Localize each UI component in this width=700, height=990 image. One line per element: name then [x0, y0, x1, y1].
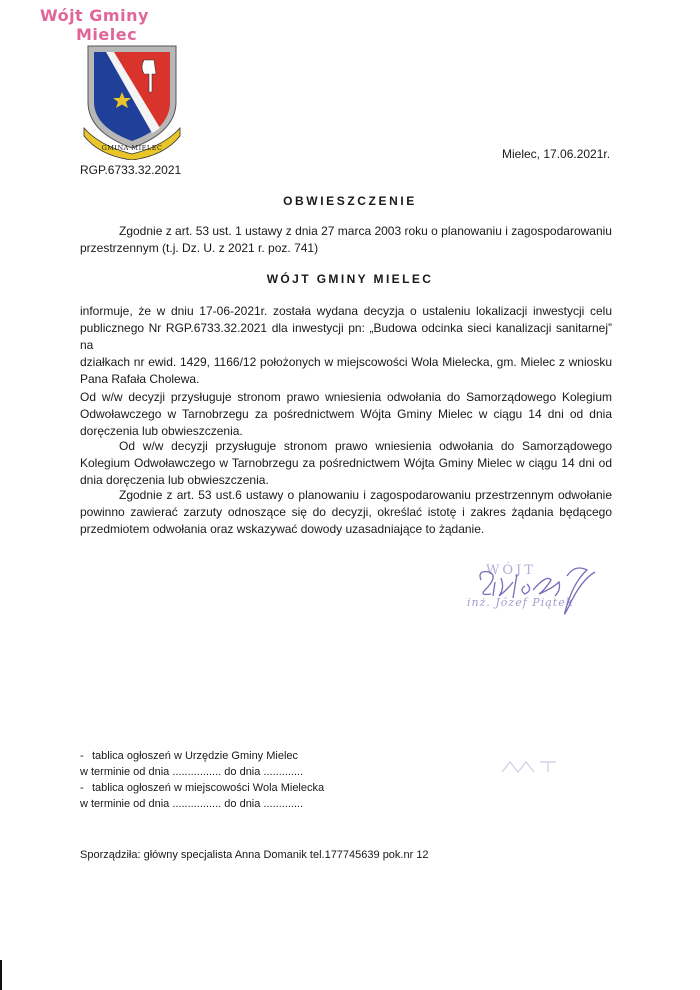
place-date: Mielec, 17.06.2021r. [502, 147, 611, 161]
appeal-paragraph-2 [80, 438, 612, 489]
decision-paragraph [80, 303, 612, 388]
appeal-line: przedmiotem odwołania oraz wskazywać dowody uzasadniające to żądanie. [80, 522, 485, 536]
appeal-line: Od w/w decyzji przysługuje stronom prawo wniesienia odwołania do Samorządowego Kolegium [80, 390, 612, 404]
decision-line: Pana Rafała Cholewa. [80, 372, 200, 386]
list-item [80, 748, 324, 764]
decision-line: działkach nr ewid. 1429, 1166/12 położonych w miejscowości Wola Mielecka, gm. Mielec z wniosku [80, 355, 612, 369]
list-item [80, 780, 324, 796]
decision-line: informuje, że w dniu 17-06-2021r. została wydana decyzja o ustaleniu lokalizacji inwestycji celu [80, 304, 612, 318]
signature-stamp-title: WÓJT [486, 563, 536, 578]
intro-paragraph [80, 223, 612, 257]
appeal-line: Zgodnie z art. 53 ust.6 ustawy o planowaniu i zagospodarowaniu przestrzennym odwołanie [119, 488, 612, 502]
appeal-line: Kolegium Odwoławczego w Tarnobrzegu za pośrednictwem Wójta Gminy Mielec w ciągu 14 dni od [80, 456, 612, 470]
handwritten-signature-icon [455, 560, 615, 620]
posting-list [80, 748, 324, 812]
coat-of-arms-icon [80, 40, 184, 160]
reference-number: RGP.6733.32.2021 [80, 163, 182, 177]
signature-stamp-name: inż. Józef Piątek [467, 596, 574, 609]
posting-term: w terminie od dnia ................ do dnia ............. [80, 798, 304, 810]
appeal-line: Od w/w decyzji przysługuje stronom prawo wniesienia odwołania do Samorządowego [119, 439, 612, 453]
decision-line: publicznego Nr RGP.6733.32.2021 dla inwestycji pn: „Budowa odcinka sieci kanalizacji sanitarnej” na [80, 321, 612, 352]
prepared-by: Sporządziła: główny specjalista Anna Domanik tel.177745639 pok.nr 12 [80, 849, 429, 861]
appeal-paragraph-1 [80, 389, 612, 440]
appeal-line: Odwoławczego w Tarnobrzegu za pośrednictwem Wójta Gminy Mielec w ciągu 14 dni od dnia [80, 407, 612, 421]
scan-edge-mark [0, 960, 2, 990]
notice-title: OBWIESZCZENIE [283, 194, 417, 208]
appeal-line: dnia doręczenia lub obwieszczenia. [80, 473, 269, 487]
faint-stamp-mark [500, 760, 560, 778]
appeal-line: powinno zawierać zarzuty odnoszące się do decyzji, określać istotę i zakres żądania będącego [80, 505, 612, 519]
stamp-line-2: Mielec [76, 25, 138, 44]
intro-line: przestrzennym (t.j. Dz. U. z 2021 r. poz. 741) [80, 241, 319, 255]
appeal-paragraph-3 [80, 487, 612, 538]
list-bullet: - [80, 782, 84, 794]
crest-banner-text: GMINA MIELEC [101, 144, 163, 152]
intro-line: Zgodnie z art. 53 ust. 1 ustawy z dnia 27 marca 2003 roku o planowaniu i zagospodarowaniu [119, 224, 612, 238]
posting-place: tablica ogłoszeń w Urzędzie Gminy Mielec [92, 750, 299, 762]
posting-term: w terminie od dnia ................ do dnia ............. [80, 766, 304, 778]
stamp-line-1: Wójt Gminy [40, 6, 149, 25]
list-bullet: - [80, 750, 84, 762]
authority-heading: WÓJT GMINY MIELEC [266, 272, 434, 286]
office-stamp [40, 6, 149, 44]
appeal-line: doręczenia lub obwieszczenia. [80, 424, 243, 438]
posting-place: tablica ogłoszeń w miejscowości Wola Mielecka [92, 782, 325, 794]
